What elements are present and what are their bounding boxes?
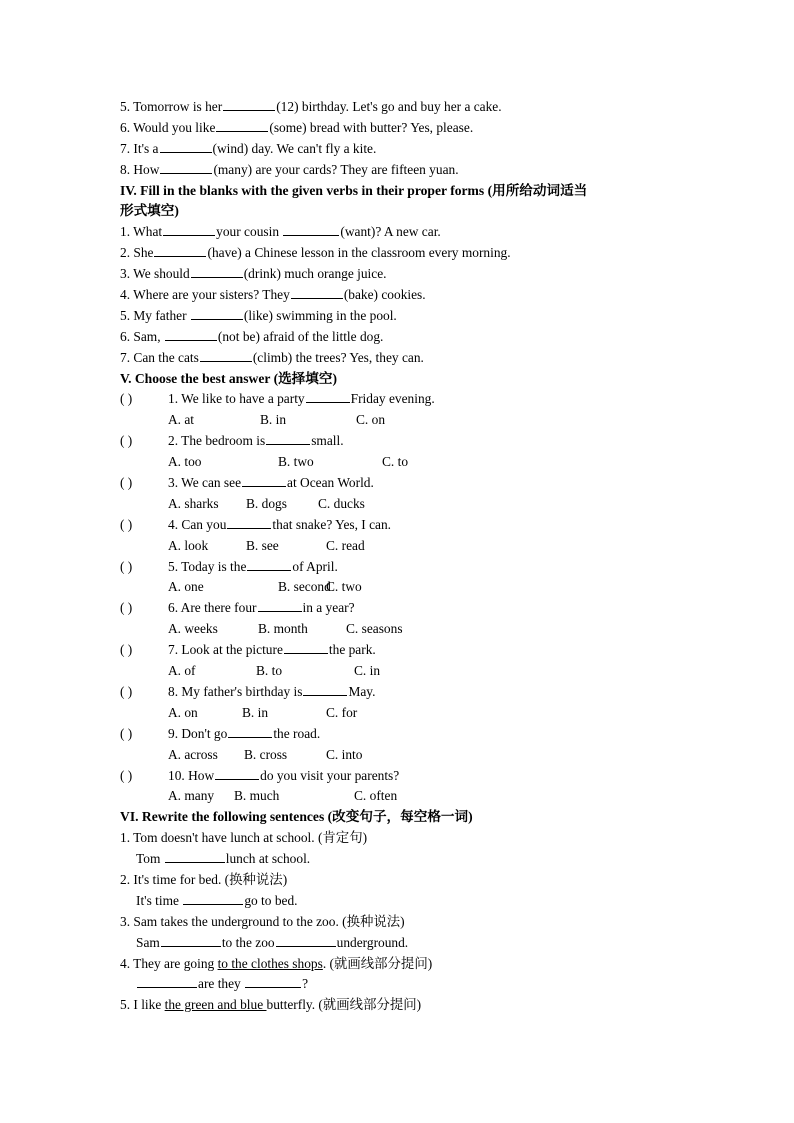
mc-options: [120, 536, 700, 557]
answer-blank[interactable]: [266, 432, 310, 445]
option-b[interactable]: B. much: [234, 788, 280, 804]
answer-bracket[interactable]: ( ): [120, 725, 133, 741]
question-text: do you visit your parents?: [260, 767, 400, 783]
question-text: 10. How: [168, 767, 215, 783]
answer-blank[interactable]: [306, 390, 350, 403]
option-b[interactable]: B. dogs: [246, 495, 287, 511]
question-text: (bake) cookies.: [343, 287, 426, 303]
answer-blank[interactable]: [247, 558, 291, 571]
question-text: 3. We can see: [168, 475, 242, 491]
question-text: small.: [311, 433, 344, 449]
answer-blank[interactable]: [223, 98, 275, 111]
option-b[interactable]: B. second: [278, 579, 331, 595]
question-line: 2. It's time for bed. (换种说法): [120, 871, 288, 887]
question-text: Friday evening.: [350, 391, 435, 407]
answer-blank[interactable]: [303, 683, 347, 696]
question-text: (have) a Chinese lesson in the classroom every morning.: [207, 245, 511, 261]
answer-blank[interactable]: [283, 223, 339, 236]
answer-blank[interactable]: [245, 975, 301, 988]
question-text: underground.: [336, 934, 409, 950]
question-line: [120, 327, 700, 348]
answer-bracket[interactable]: ( ): [120, 600, 133, 616]
question-text: (like) swimming in the pool.: [243, 307, 397, 323]
question-text: (wind) day. We can't fly a kite.: [212, 140, 377, 156]
answer-blank[interactable]: [284, 641, 328, 654]
question-line: [120, 348, 700, 369]
question-text: the park.: [328, 642, 376, 658]
answer-blank[interactable]: [215, 767, 259, 780]
question-text: (not be) afraid of the little dog.: [217, 328, 384, 344]
question-line: [120, 995, 700, 1016]
question-text: (climb) the trees? Yes, they can.: [252, 349, 424, 365]
question-line: 3. Sam takes the underground to the zoo. (换种说法): [120, 913, 405, 929]
answer-blank[interactable]: [200, 349, 252, 362]
option-b[interactable]: B. see: [246, 537, 279, 553]
option-a[interactable]: A. too: [168, 454, 202, 470]
answer-blank[interactable]: [276, 934, 336, 947]
mc-options: [120, 703, 700, 724]
question-text: go to bed.: [244, 892, 298, 908]
answer-blank[interactable]: [137, 975, 197, 988]
question-line: [120, 264, 700, 285]
question-text: 7. It's a: [120, 140, 159, 156]
option-a[interactable]: A. many: [168, 788, 215, 804]
question-text: 6. Sam,: [120, 328, 161, 344]
question-line: [120, 118, 700, 139]
mc-question: [120, 557, 700, 578]
question-text: 1. We like to have a party: [168, 391, 305, 407]
question-text: (12) birthday. Let's go and buy her a cake.: [276, 99, 502, 114]
answer-blank[interactable]: [165, 328, 217, 341]
question-text: (some) bread with butter? Yes, please.: [269, 119, 474, 135]
answer-bracket[interactable]: ( ): [120, 683, 133, 699]
option-c[interactable]: C. to: [382, 454, 409, 470]
answer-blank[interactable]: [163, 223, 215, 236]
question-text: of April.: [292, 558, 338, 574]
question-text: It's time: [136, 892, 179, 908]
question-text: 4. Where are your sisters? They: [120, 287, 290, 303]
answer-blank[interactable]: [191, 265, 243, 278]
question-text: Sam: [136, 934, 160, 950]
option-b[interactable]: B. in: [260, 412, 287, 428]
question-line: [120, 243, 700, 264]
question-text: (many) are your cards? They are fifteen yuan.: [213, 161, 459, 177]
mc-options: [120, 452, 700, 473]
multiple-choice-list: [120, 389, 700, 807]
question-text: 6. Are there four: [168, 600, 257, 616]
question-text: 8. How: [120, 161, 160, 177]
question-text: are they: [198, 976, 241, 992]
answer-blank[interactable]: [216, 119, 268, 132]
question-line: [120, 139, 700, 160]
section-heading: V. Choose the best answer (选择填空): [120, 370, 337, 386]
option-c[interactable]: C. for: [326, 704, 358, 720]
answer-blank[interactable]: [258, 599, 302, 612]
answer-blank[interactable]: [191, 307, 243, 320]
question-text: 5. Tomorrow is her: [120, 99, 223, 114]
answer-blank[interactable]: [160, 161, 212, 174]
question-text: 6. Would you like: [120, 119, 216, 135]
question-text: 9. Don't go: [168, 725, 228, 741]
question-text: 4. Can you: [168, 516, 227, 532]
question-text: lunch at school.: [225, 851, 311, 867]
answer-bracket[interactable]: ( ): [120, 767, 133, 783]
answer-bracket[interactable]: ( ): [120, 516, 133, 532]
answer-line: [120, 849, 700, 870]
mc-question: [120, 389, 700, 410]
mc-options: [120, 745, 700, 766]
question-text: 3. We should: [120, 266, 190, 282]
question-text: ?: [302, 976, 309, 992]
answer-bracket[interactable]: ( ): [120, 642, 133, 658]
option-c[interactable]: C. on: [356, 412, 386, 428]
question-text: 2. The bedroom is: [168, 433, 266, 449]
answer-blank[interactable]: [228, 725, 272, 738]
question-line: [120, 285, 700, 306]
answer-blank[interactable]: [154, 244, 206, 257]
question-text: 7. Can the cats: [120, 349, 199, 365]
option-a[interactable]: A. look: [168, 537, 209, 553]
answer-bracket[interactable]: ( ): [120, 391, 133, 407]
answer-blank[interactable]: [242, 474, 286, 487]
answer-blank[interactable]: [183, 892, 243, 905]
option-b[interactable]: B. month: [258, 621, 308, 637]
question-text: at Ocean World.: [287, 475, 374, 491]
answer-bracket[interactable]: ( ): [120, 558, 133, 574]
worksheet-page: [120, 97, 700, 1016]
question-text: in a year?: [302, 600, 355, 616]
question-text: your cousin: [216, 224, 280, 240]
question-line: [120, 97, 700, 118]
underlined-phrase: to the clothes shops: [217, 955, 323, 971]
mc-options: [120, 619, 700, 640]
answer-blank[interactable]: [161, 934, 221, 947]
answer-blank[interactable]: [160, 140, 212, 153]
mc-question: [120, 766, 700, 787]
question-text: butterfly. (就画线部分提问): [266, 997, 422, 1013]
question-line: 1. Tom doesn't have lunch at school. (肯定句): [120, 830, 368, 846]
mc-question: [120, 515, 700, 536]
option-a[interactable]: A. on: [168, 704, 198, 720]
option-c[interactable]: C. two: [326, 579, 362, 595]
question-text: 5. Today is the: [168, 558, 247, 574]
mc-options: [120, 494, 700, 515]
answer-blank[interactable]: [165, 850, 225, 863]
option-a[interactable]: A. at: [168, 412, 195, 428]
question-text: (drink) much orange juice.: [243, 266, 387, 282]
mc-options: [120, 577, 700, 598]
mc-options: [120, 786, 700, 807]
question-text: the road.: [273, 725, 321, 741]
question-text: 5. I like: [120, 997, 165, 1013]
option-c[interactable]: C. read: [326, 537, 365, 553]
question-text: 7. Look at the picture: [168, 642, 283, 658]
option-b[interactable]: B. to: [256, 663, 283, 679]
question-text: May.: [348, 683, 376, 699]
mc-question: [120, 640, 700, 661]
option-c[interactable]: C. in: [354, 663, 381, 679]
answer-blank[interactable]: [291, 286, 343, 299]
question-text: 8. My father's birthday is: [168, 683, 303, 699]
question-text: Tom: [136, 851, 161, 867]
answer-line: [120, 891, 700, 912]
option-a[interactable]: A. weeks: [168, 621, 218, 637]
mc-question: [120, 682, 700, 703]
option-b[interactable]: B. in: [242, 704, 269, 720]
option-a[interactable]: A. sharks: [168, 495, 219, 511]
option-a[interactable]: A. of: [168, 663, 196, 679]
question-text: to the zoo: [221, 934, 275, 950]
question-text: (want)? A new car.: [340, 224, 441, 240]
answer-blank[interactable]: [227, 516, 271, 529]
mc-question: [120, 724, 700, 745]
question-line: [120, 306, 700, 327]
section-heading: 形式填空): [120, 203, 179, 219]
mc-options: [120, 661, 700, 682]
mc-question: [120, 431, 700, 452]
option-a[interactable]: A. one: [168, 579, 204, 595]
option-c[interactable]: C. ducks: [318, 495, 365, 511]
question-text: . (就画线部分提问): [322, 955, 433, 971]
option-c[interactable]: C. into: [326, 746, 363, 762]
question-text: 2. She: [120, 245, 154, 261]
answer-bracket[interactable]: ( ): [120, 433, 133, 449]
option-b[interactable]: B. two: [278, 454, 314, 470]
option-a[interactable]: A. across: [168, 746, 218, 762]
question-line: [120, 160, 700, 181]
answer-line: [120, 933, 700, 954]
question-text: 1. What: [120, 224, 163, 240]
question-text: 5. My father: [120, 307, 187, 323]
question-text: that snake? Yes, I can.: [272, 516, 392, 532]
option-c[interactable]: C. often: [354, 788, 398, 804]
mc-question: [120, 473, 700, 494]
question-text: 4. They are going: [120, 955, 218, 971]
mc-question: [120, 598, 700, 619]
answer-line: [120, 974, 700, 995]
answer-bracket[interactable]: ( ): [120, 475, 133, 491]
option-c[interactable]: C. seasons: [346, 621, 403, 637]
underlined-phrase: the green and blue: [164, 997, 267, 1013]
question-line: [120, 954, 700, 975]
question-line: [120, 222, 700, 243]
mc-options: [120, 410, 700, 431]
option-b[interactable]: B. cross: [244, 746, 288, 762]
section-heading: VI. Rewrite the following sentences (改变句子，每空格一词): [120, 809, 473, 825]
section-heading: IV. Fill in the blanks with the given verbs in their proper forms (用所给动词适当: [120, 182, 588, 198]
